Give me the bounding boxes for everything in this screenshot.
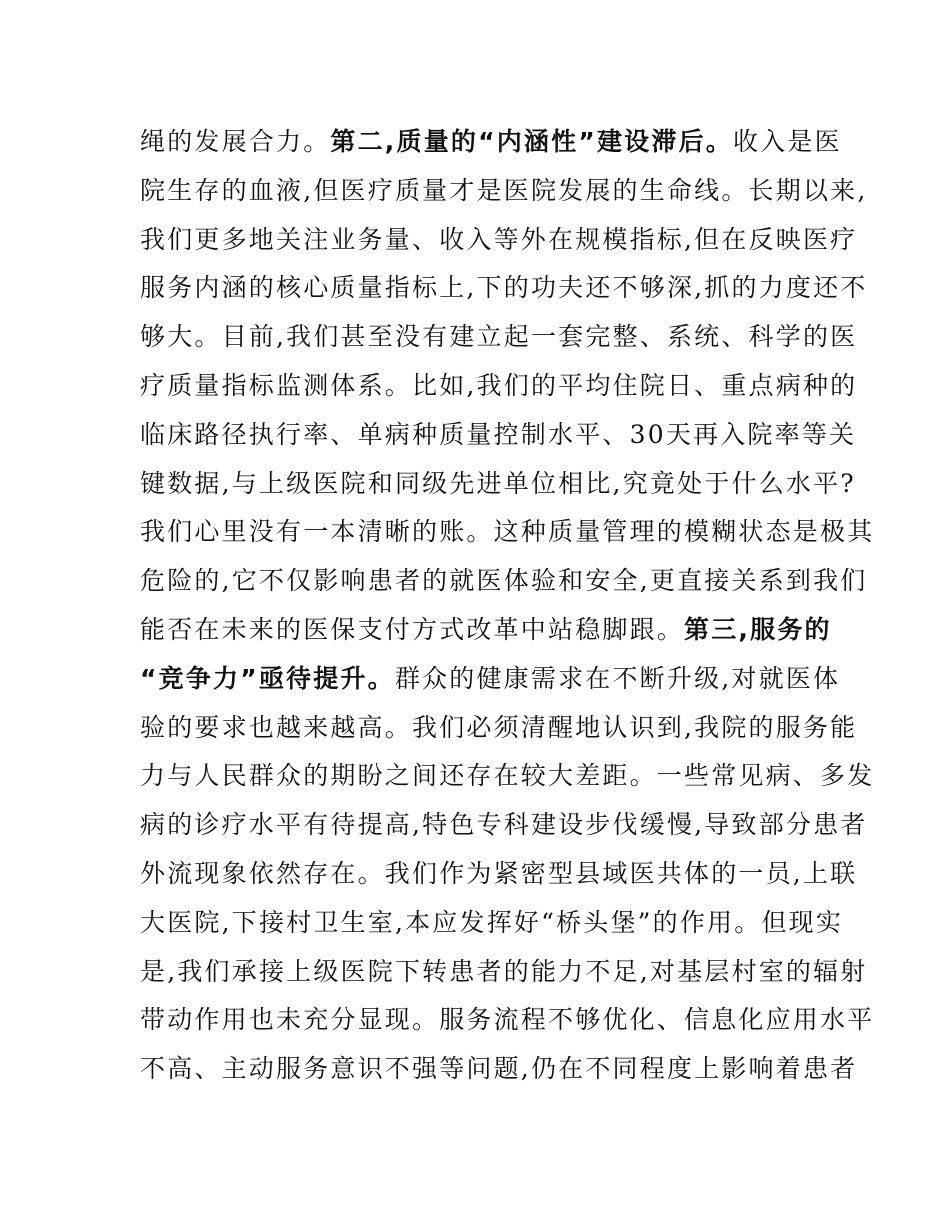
text-run: 收入是医 <box>732 127 842 156</box>
text-line: 是,我们承接上级医院下转患者的能力不足,对基层村室的辐射 <box>140 956 868 986</box>
text-line: 外流现象依然存在。我们作为紧密型县域医共体的一员,上联 <box>140 858 858 888</box>
text-line: 院生存的血液,但医疗质量才是医院发展的生命线。长期以来, <box>140 175 868 205</box>
text-line <box>140 118 842 167</box>
text-line: 力与人民群众的期盼之间还存在较大差距。一些常见病、多发 <box>140 761 875 791</box>
text-line: 临床路径执行率、单病种质量控制水平、30天再入院率等关 <box>140 419 857 449</box>
bold-heading-run: 第二,质量的“内涵性”建设滞后。 <box>330 127 733 156</box>
text-run: 能否在未来的医保支付方式改革中站稳脚跟。 <box>140 614 685 644</box>
text-line: 我们更多地关注业务量、收入等外在规模指标,但在反映医疗 <box>140 224 858 254</box>
text-line: 够大。目前,我们甚至没有建立起一套完整、系统、科学的医 <box>140 322 858 352</box>
text-line <box>140 655 841 704</box>
text-line: 病的诊疗水平有待提高,特色专科建设步伐缓慢,导致部分患者 <box>140 810 868 840</box>
text-line: 不高、主动服务意识不强等问题,仍在不同程度上影响着患者 <box>140 1054 858 1084</box>
text-line <box>140 606 832 655</box>
text-run: 群众的健康需求在不断升级,对就医体 <box>394 663 841 693</box>
text-line: 大医院,下接村卫生室,本应发挥好“桥头堡”的作用。但现实 <box>140 907 844 937</box>
text-line: 键数据,与上级医院和同级先进单位相比,究竟处于什么水平? <box>140 468 856 498</box>
bold-heading-run: 第三,服务的 <box>684 614 832 644</box>
text-line: 我们心里没有一本清晰的账。这种质量管理的模糊状态是极其 <box>140 517 875 547</box>
bold-heading-run: “竞争力”亟待提升。 <box>140 663 395 693</box>
text-line: 危险的,它不仅影响患者的就医体验和安全,更直接关系到我们 <box>140 566 868 596</box>
text-line: 服务内涵的核心质量指标上,下的功夫还不够深,抓的力度还不 <box>140 273 868 303</box>
text-line: 验的要求也越来越高。我们必须清醒地认识到,我院的服务能 <box>140 712 858 742</box>
text-line: 带动作用也未充分显现。服务流程不够优化、信息化应用水平 <box>140 1005 875 1035</box>
body-text <box>140 118 875 1094</box>
text-line: 疗质量指标监测体系。比如,我们的平均住院日、重点病种的 <box>140 370 858 400</box>
text-run: 绳的发展合力。 <box>140 127 331 156</box>
